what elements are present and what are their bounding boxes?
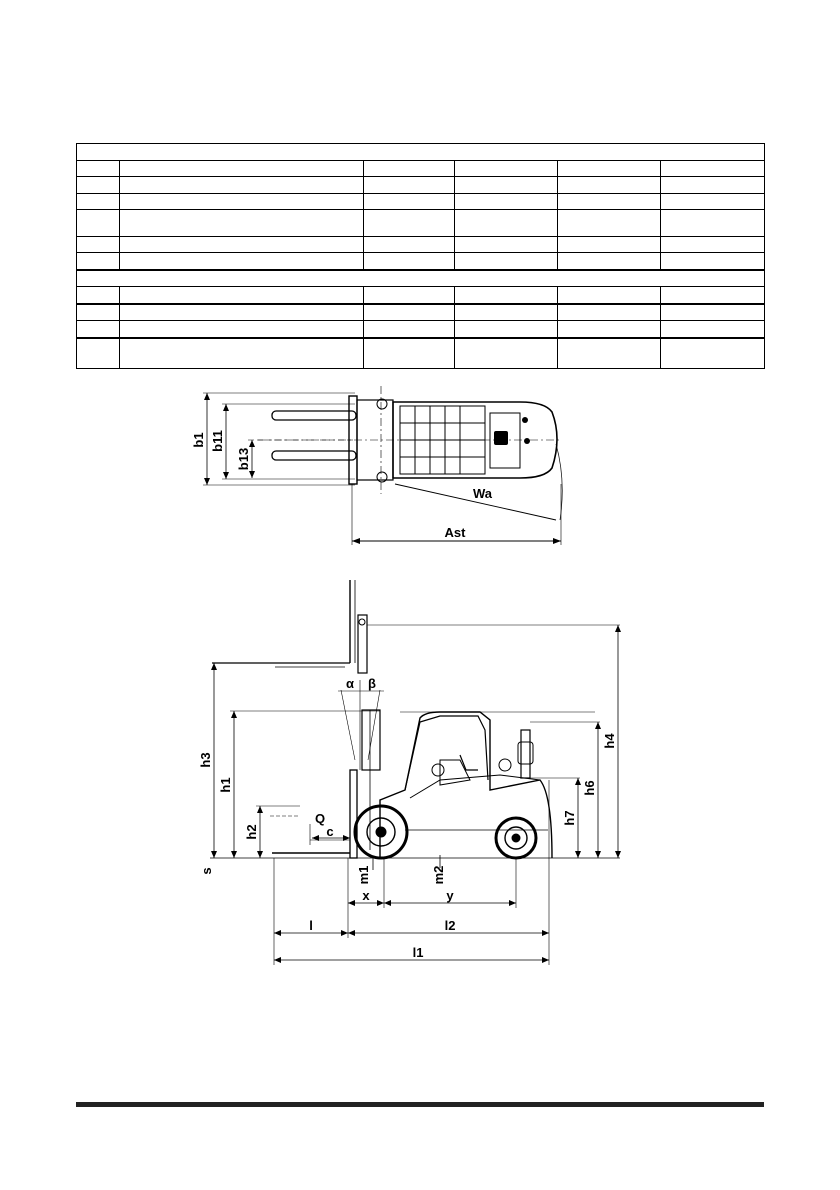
footer-rule xyxy=(76,1102,764,1107)
h7-label: h7 xyxy=(562,810,577,826)
beta-label: β xyxy=(368,676,376,691)
h1-label: h1 xyxy=(218,777,233,793)
top-view-diagram xyxy=(203,386,562,545)
h3-label: h3 xyxy=(198,752,213,768)
h6-label: h6 xyxy=(582,780,597,796)
q-label: Q xyxy=(314,811,326,826)
m1-label: m1 xyxy=(356,865,371,885)
l1-label: l1 xyxy=(412,945,424,960)
h2-label: h2 xyxy=(244,824,259,840)
c-label: c xyxy=(326,824,334,839)
b1-label: b1 xyxy=(191,432,206,448)
alpha-label: α xyxy=(346,676,354,691)
fork-lower xyxy=(272,451,356,460)
l2-label: l2 xyxy=(444,918,456,933)
h4-label: h4 xyxy=(602,733,617,749)
ast-label: Ast xyxy=(444,525,466,540)
wa-label: Wa xyxy=(473,486,493,501)
b11-label: b11 xyxy=(210,430,225,452)
lowered-mast xyxy=(350,770,357,858)
fork-upper xyxy=(272,411,356,420)
exhaust-pipe xyxy=(521,730,530,778)
x-label: x xyxy=(362,888,370,903)
m2-label: m2 xyxy=(431,865,446,885)
s-label: s xyxy=(199,867,214,875)
y-label: y xyxy=(446,888,454,903)
b13-label: b13 xyxy=(236,447,251,471)
side-view-diagram xyxy=(210,580,620,965)
l-label: l xyxy=(309,918,313,933)
